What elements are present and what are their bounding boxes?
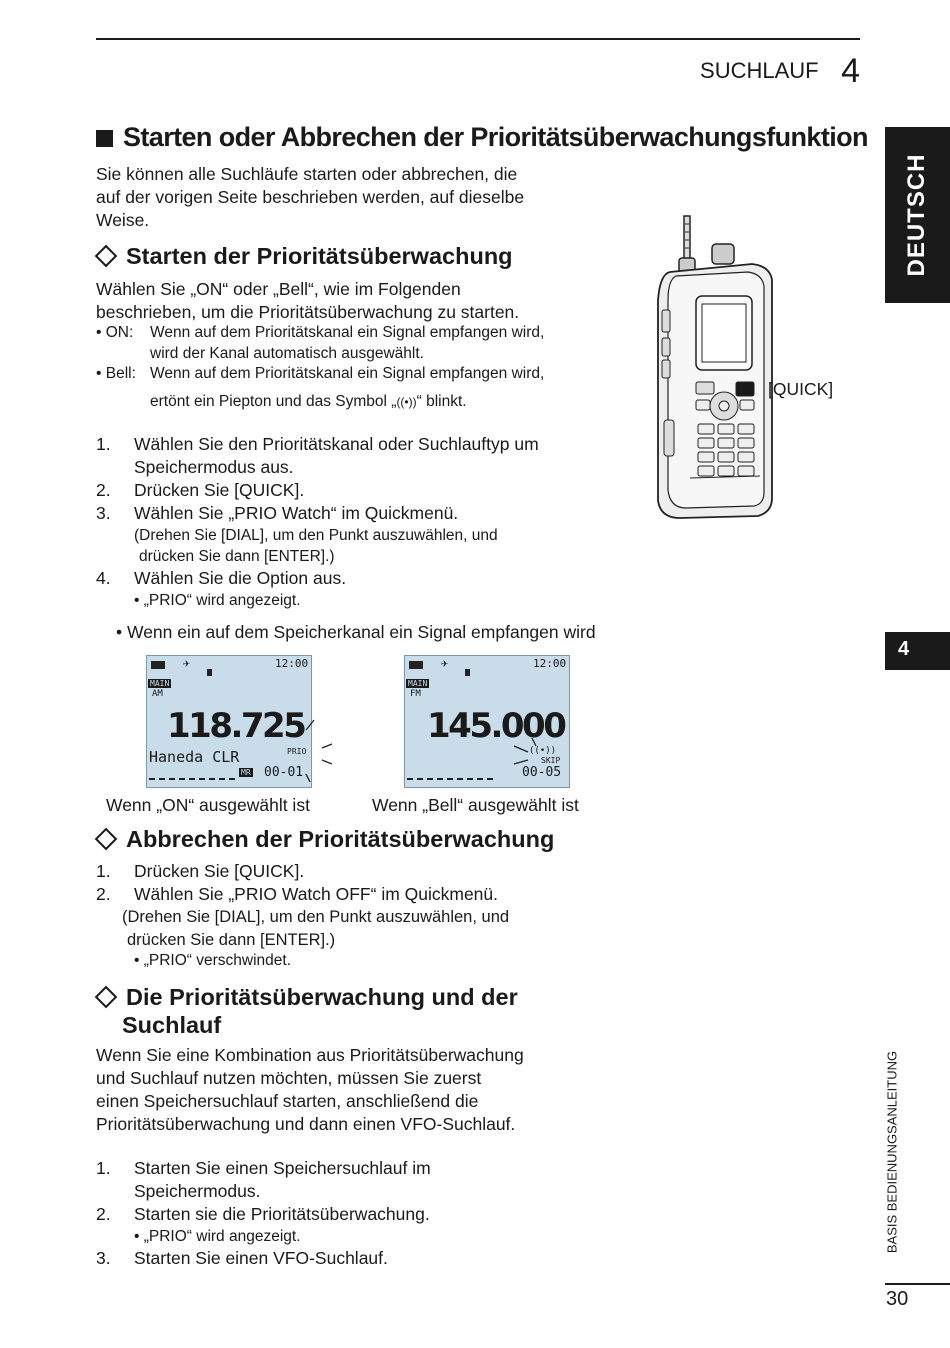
- cancel-note: (Drehen Sie [DIAL], um den Punkt auszuwählen, und drücken Sie dann [ENTER].): [122, 908, 510, 949]
- channel-name: Haneda CLR: [149, 748, 240, 766]
- combo-steps: [96, 1157, 616, 1270]
- mode: FM: [410, 689, 421, 699]
- language-tab: [885, 127, 950, 303]
- caption-on: Wenn „ON“ ausgewählt ist: [106, 795, 310, 815]
- battery-icon: [409, 661, 423, 669]
- main-tag: MAIN: [150, 679, 170, 688]
- chapter-tab-label: 4: [898, 638, 910, 660]
- diamond-icon: [95, 828, 118, 851]
- cancel-steps: [96, 860, 616, 906]
- main-tag: MAIN: [408, 679, 428, 688]
- frequency: 145.000: [427, 706, 565, 746]
- start-intro: Wählen Sie „ON“ oder „Bell“, wie im Folgenden beschrieben, um die Prioritätsüberwachung zu starten.: [96, 279, 520, 322]
- option-on: • ON: Wenn auf dem Prioritätskanal ein Signal empfangen wird, wird der Kanal automatisch ausgewählt.: [96, 324, 545, 362]
- lcd-display-on: [146, 655, 312, 788]
- section-intro: Sie können alle Suchläufe starten oder abbrechen, die auf der vorigen Seite beschrieben werden, auf dieselbe Weise.: [96, 164, 525, 230]
- channel-number: 00-05: [522, 765, 562, 780]
- list-item: 2. Starten sie die Prioritätsüberwachung. • „PRIO“ wird angezeigt.: [96, 1204, 430, 1245]
- bell-signal-icon: ((•)): [396, 395, 417, 409]
- radio-illustration: [640, 210, 780, 530]
- skip-badge: SKIP: [541, 756, 561, 765]
- gps-icon: ✈: [441, 656, 449, 670]
- signal-note: • Wenn ein auf dem Speicherkanal ein Signal empfangen wird: [116, 622, 596, 642]
- list-item: 3. Starten Sie einen VFO-Suchlauf.: [96, 1248, 388, 1268]
- cancel-bullet: • „PRIO“ verschwindet.: [134, 952, 292, 969]
- mode: AM: [152, 689, 163, 699]
- list-item: 1. Wählen Sie den Prioritätskanal oder Suchlauftyp um Speichermodus aus.: [96, 434, 539, 477]
- page-rule: [885, 1283, 950, 1285]
- combo-intro: Wenn Sie eine Kombination aus Prioritätsüberwachung und Suchlauf nutzen möchten, müssen Sie zuerst einen Speichersuchlauf starten, anschließend die Prioritätsüberwachung und dann einen VFO-Suchlauf.: [96, 1045, 524, 1134]
- start-steps: [96, 433, 616, 611]
- list-item: 4. Wählen Sie die Option aus. • „PRIO“ wird angezeigt.: [96, 568, 347, 609]
- clock: 12:00: [275, 657, 309, 670]
- list-item: 2. Drücken Sie [QUICK].: [96, 480, 305, 500]
- quick-key-label: [QUICK]: [768, 379, 834, 399]
- diamond-icon: [95, 245, 118, 268]
- list-item: 1. Drücken Sie [QUICK].: [96, 861, 305, 881]
- page-number: 30: [886, 1288, 909, 1310]
- section-title: Starten oder Abbrechen der Prioritätsüberwachungsfunktion: [96, 122, 868, 153]
- diamond-icon: [95, 986, 118, 1009]
- chapter-title: SUCHLAUF: [700, 58, 819, 83]
- start-heading: Starten der Prioritätsüberwachung: [96, 243, 513, 270]
- handheld-radio-icon: [640, 210, 780, 530]
- chapter-tab: [885, 632, 950, 670]
- channel-number: 00-01: [264, 765, 304, 780]
- clock: 12:00: [533, 657, 567, 670]
- memory-icon: [465, 669, 470, 676]
- frequency: 118.725: [167, 706, 305, 746]
- flash-lines-icon: [512, 738, 552, 788]
- top-rule: [96, 38, 860, 40]
- signal-meter: [149, 778, 235, 782]
- signal-meter: [407, 778, 493, 782]
- manual-label: BASIS BEDIENUNGSANLEITUNG: [884, 1050, 900, 1254]
- language-tab-label: DEUTSCH: [903, 153, 930, 277]
- bell-icon: ((•)): [529, 746, 557, 756]
- cancel-heading: Abbrechen der Prioritätsüberwachung: [96, 826, 554, 853]
- combo-heading: Die Prioritätsüberwachung und der Suchlauf: [96, 983, 518, 1039]
- chapter-number: 4: [841, 52, 860, 90]
- option-bell: • Bell: Wenn auf dem Prioritätskanal ein Signal empfangen wird, ertönt ein Piepton und das Symbol „((•))“ blinkt.: [96, 365, 545, 410]
- flash-lines-icon: [292, 716, 332, 786]
- list-item: 3. Wählen Sie „PRIO Watch“ im Quickmenü. (Drehen Sie [DIAL], um den Punkt auszuwählen, und drücken Sie dann [ENTER].): [96, 503, 498, 565]
- memory-icon: [207, 669, 212, 676]
- list-item: 1. Starten Sie einen Speichersuchlauf im Speichermodus.: [96, 1158, 431, 1201]
- prio-badge: PRIO: [287, 747, 307, 756]
- battery-icon: [151, 661, 165, 669]
- list-item: 2. Wählen Sie „PRIO Watch OFF“ im Quickmenü.: [96, 884, 499, 904]
- gps-icon: ✈: [183, 656, 191, 670]
- chapter-header: [640, 52, 860, 91]
- mr-tag: MR: [241, 768, 251, 777]
- square-bullet-icon: [96, 130, 113, 147]
- caption-bell: Wenn „Bell“ ausgewählt ist: [372, 795, 579, 815]
